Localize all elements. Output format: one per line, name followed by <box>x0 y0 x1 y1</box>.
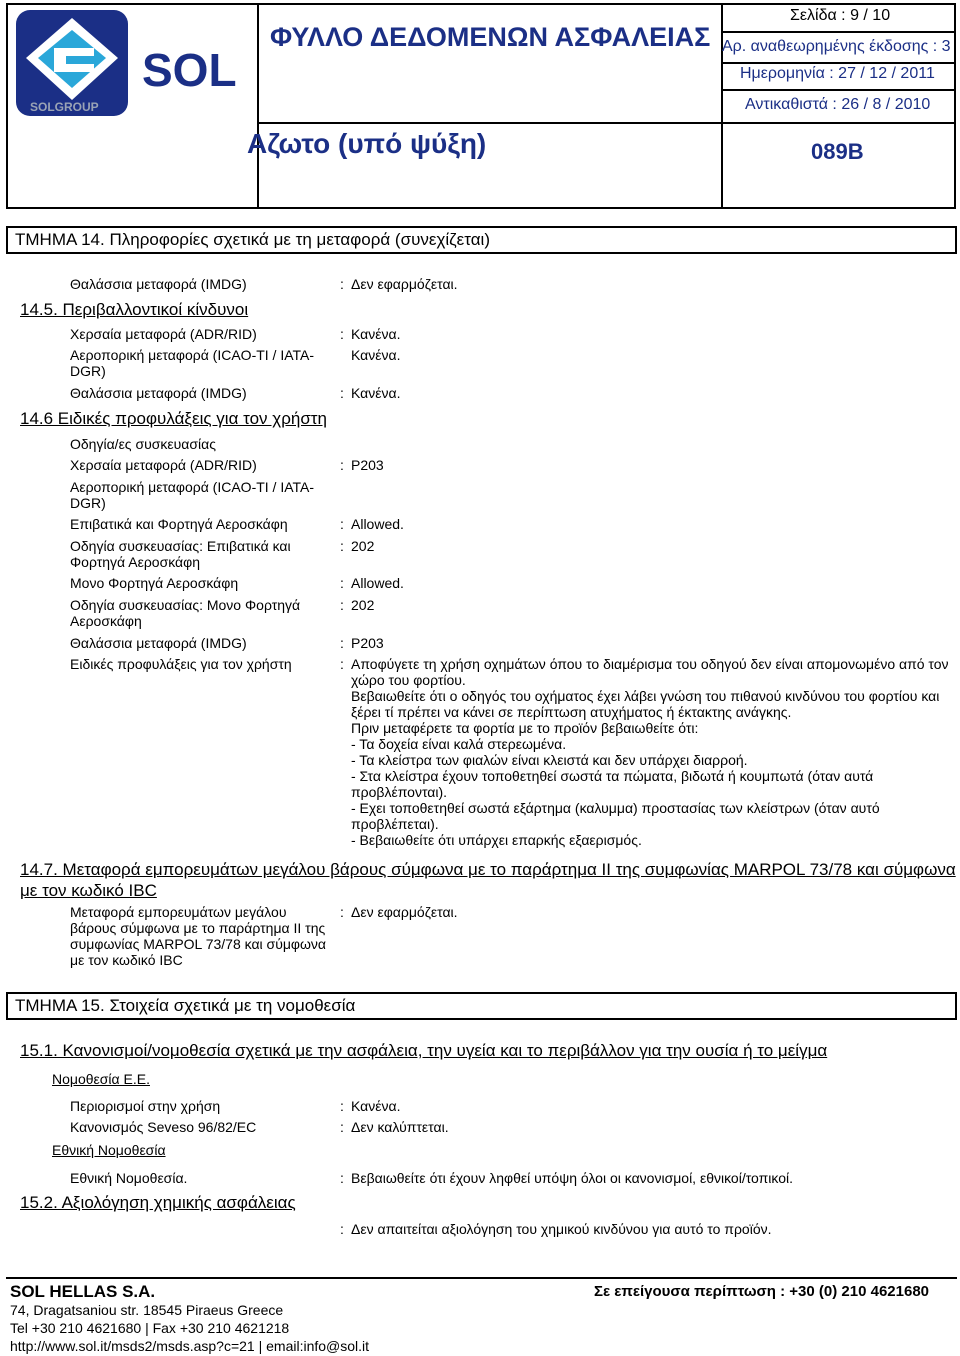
precaution-item: - Τα δοχεία είναι καλά στερεωμένα. <box>351 736 567 752</box>
company-phone: Tel +30 210 4621680 | Fax +30 210 4621218 <box>10 1320 290 1336</box>
regulation-value: Δεν καλύπτεται. <box>351 1119 449 1135</box>
colon: : <box>340 457 344 473</box>
colon: : <box>340 538 344 554</box>
regulation-label: Περιορισμοί στην χρήση <box>70 1098 221 1114</box>
sea-transport-value: Δεν εφαρμόζεται. <box>351 276 458 292</box>
colon: : <box>340 516 344 532</box>
marpol-label: Μεταφορά εμπορευμάτων μεγάλου βάρους σύμφωνα με το παράρτημα II της συμφωνίας MARPOL 73/78 και σύμφωνα με τον κωδικό IBC <box>70 904 327 968</box>
page-number: Σελίδα : 9 / 10 <box>790 7 891 24</box>
packaging-row-value: P203 <box>351 457 384 473</box>
footer-divider <box>6 1277 957 1279</box>
packaging-row-label: Μονο Φορτηγά Αεροσκάφη <box>70 575 239 591</box>
header-divider <box>257 122 954 124</box>
precaution-item: - Βεβαιωθείτε ότι υπάρχει επαρκής εξαερισμός. <box>351 832 642 848</box>
colon: : <box>340 1119 344 1135</box>
colon: : <box>340 904 344 920</box>
packaging-heading: Οδηγία/ες συσκευασίας <box>70 436 216 452</box>
header-divider <box>721 31 954 33</box>
colon: : <box>340 597 344 613</box>
subsection-14-6-title: 14.6 Ειδικές προφυλάξεις για τον χρήστη <box>20 409 327 428</box>
env-hazard-value: Κανένα. <box>351 385 401 401</box>
emergency-phone: Σε επείγουσα περίπτωση : +30 (0) 210 4621680 <box>594 1283 930 1300</box>
colon: : <box>340 575 344 591</box>
precautions-label: Ειδικές προφυλάξεις για τον χρήστη <box>70 656 292 672</box>
subsection-14-7-title: 14.7. Μεταφορά εμπορευμάτων μεγάλου βάρους σύμφωνα με το παράρτημα II της συμφωνίας MARPOL 73/78 και σύμφωνα με τον κωδικό IBC <box>20 860 956 900</box>
revision-number: Αρ. αναθεωρημένης έκδοσης : 3 <box>722 38 951 55</box>
company-web[interactable]: http://www.sol.it/msds2/msds.asp?c=21 | email:info@sol.it <box>10 1338 370 1354</box>
packaging-row-label: Επιβατικά και Φορτηγά Αεροσκάφη <box>70 516 288 532</box>
subsection-15-1-title: 15.1. Κανονισμοί/νομοθεσία σχετικά με την ασφάλεια, την υγεία και το περιβάλλον για την ουσία ή το μείγμα <box>20 1041 828 1060</box>
packaging-row-value: 202 <box>351 597 375 613</box>
sea-transport-label: Θαλάσσια μεταφορά (IMDG) <box>70 276 247 292</box>
national-legislation-heading: Εθνική Νομοθεσία <box>52 1142 166 1158</box>
colon: : <box>340 385 344 401</box>
precaution-item: - Εχει τοποθετηθεί σωστά εξάρτημα (καλυμμα) προστασίας των κλείστρων (όταν αυτό προβλέπεται). <box>351 800 880 832</box>
supersedes-date: Αντικαθιστά : 26 / 8 / 2010 <box>745 96 931 113</box>
env-hazard-label: Θαλάσσια μεταφορά (IMDG) <box>70 385 247 401</box>
logo-group-text: SOLGROUP <box>30 100 99 114</box>
precaution-item: - Τα κλείστρα των φιαλών είναι κλειστά και δεν υπάρχει διαρροή. <box>351 752 748 768</box>
precaution-item: Βεβαιωθείτε ότι ο οδηγός του οχήματος έχει λάβει γνώση του πιθανού κινδύνου του φορτίου και ξέρει τί πρέπει να κάνει σε περίπτωση ατυχήματος ή έκτακτης ανάγκης. <box>351 688 940 720</box>
revision-date: Ημερομηνία : 27 / 12 / 2011 <box>740 65 935 82</box>
regulation-label: Κανονισμός Seveso 96/82/EC <box>70 1119 257 1135</box>
precaution-item: Αποφύγετε τη χρήση οχημάτων όπου το διαμέρισμα του οδηγού δεν είναι απομονωμένο από τον χώρο του φορτίου. <box>351 656 949 688</box>
header-divider <box>721 89 954 91</box>
packaging-row-value: Allowed. <box>351 575 404 591</box>
chemical-safety-value: Δεν απαιτείται αξιολόγηση του χημικού κινδύνου για αυτό το προϊόν. <box>351 1221 772 1237</box>
precaution-item: - Στα κλείστρα έχουν τοποθετηθεί σωστά τα πώματα, βιδωτά ή κουμπωτά (όταν αυτά προβλέπονται). <box>351 768 874 800</box>
product-code: 089B <box>811 139 864 164</box>
packaging-row-value: 202 <box>351 538 375 554</box>
subsection-15-2-title: 15.2. Αξιολόγηση χημικής ασφάλειας <box>20 1193 296 1212</box>
header-divider <box>721 62 954 64</box>
company-name: SOL HELLAS S.A. <box>10 1282 156 1301</box>
product-name: Αζωτο (υπό ψύξη) <box>247 128 487 159</box>
precaution-item: Πριν μεταφέρετε τα φορτία με το προϊόν βεβαιωθείτε ότι: <box>351 720 699 736</box>
header-divider <box>257 5 259 207</box>
logo-wordmark: SOL <box>142 44 237 96</box>
section-15-heading: ΤΜΗΜΑ 15. Στοιχεία σχετικά με τη νομοθεσία <box>6 992 957 1020</box>
national-legislation-value: Βεβαιωθείτε ότι έχουν ληφθεί υπόψη όλοι οι κανονισμοί, εθνικοί/τοπικοί. <box>351 1170 794 1186</box>
env-hazard-label: Χερσαία μεταφορά (ADR/RID) <box>70 326 257 342</box>
precautions-list <box>351 656 951 848</box>
regulation-value: Κανένα. <box>351 1098 401 1114</box>
packaging-row-label: Χερσαία μεταφορά (ADR/RID) <box>70 457 257 473</box>
section-14-heading: ΤΜΗΜΑ 14. Πληροφορίες σχετικά με τη μεταφορά (συνεχίζεται) <box>6 226 957 254</box>
eu-legislation-heading: Νομοθεσία Ε.Ε. <box>52 1071 150 1087</box>
packaging-row-value: P203 <box>351 635 384 651</box>
document-title: ΦΥΛΛΟ ΔΕΔΟΜΕΝΩΝ ΑΣΦΑΛΕΙΑΣ <box>270 22 711 52</box>
header-divider <box>721 5 723 209</box>
packaging-row-label: Θαλάσσια μεταφορά (IMDG) <box>70 635 247 651</box>
subsection-14-5-title: 14.5. Περιβαλλοντικοί κίνδυνοι <box>20 300 249 319</box>
national-legislation-label: Εθνική Νομοθεσία. <box>70 1170 188 1186</box>
packaging-row-value: Allowed. <box>351 516 404 532</box>
packaging-row-label: Οδηγία συσκευασίας: Επιβατικά και Φορτηγά Αεροσκάφη <box>70 538 291 570</box>
company-address: 74, Dragatsaniou str. 18545 Piraeus Greece <box>10 1302 284 1318</box>
env-hazard-value: Κανένα. <box>351 326 401 342</box>
colon: : <box>340 1221 344 1237</box>
packaging-row-label: Οδηγία συσκευασίας: Μονο Φορτηγά Αεροσκάφη <box>70 597 301 629</box>
packaging-row-label: Αεροπορική μεταφορά (ICAO-TI / IATA-DGR) <box>70 479 315 511</box>
colon: : <box>340 1098 344 1114</box>
colon: : <box>340 326 344 342</box>
colon: : <box>340 656 344 672</box>
colon: : <box>340 635 344 651</box>
colon: : <box>340 276 344 292</box>
colon: : <box>340 1170 344 1186</box>
marpol-value: Δεν εφαρμόζεται. <box>351 904 458 920</box>
env-hazard-label: Αεροπορική μεταφορά (ICAO-TI / IATA-DGR) <box>70 347 315 379</box>
env-hazard-value: Κανένα. <box>351 347 401 363</box>
